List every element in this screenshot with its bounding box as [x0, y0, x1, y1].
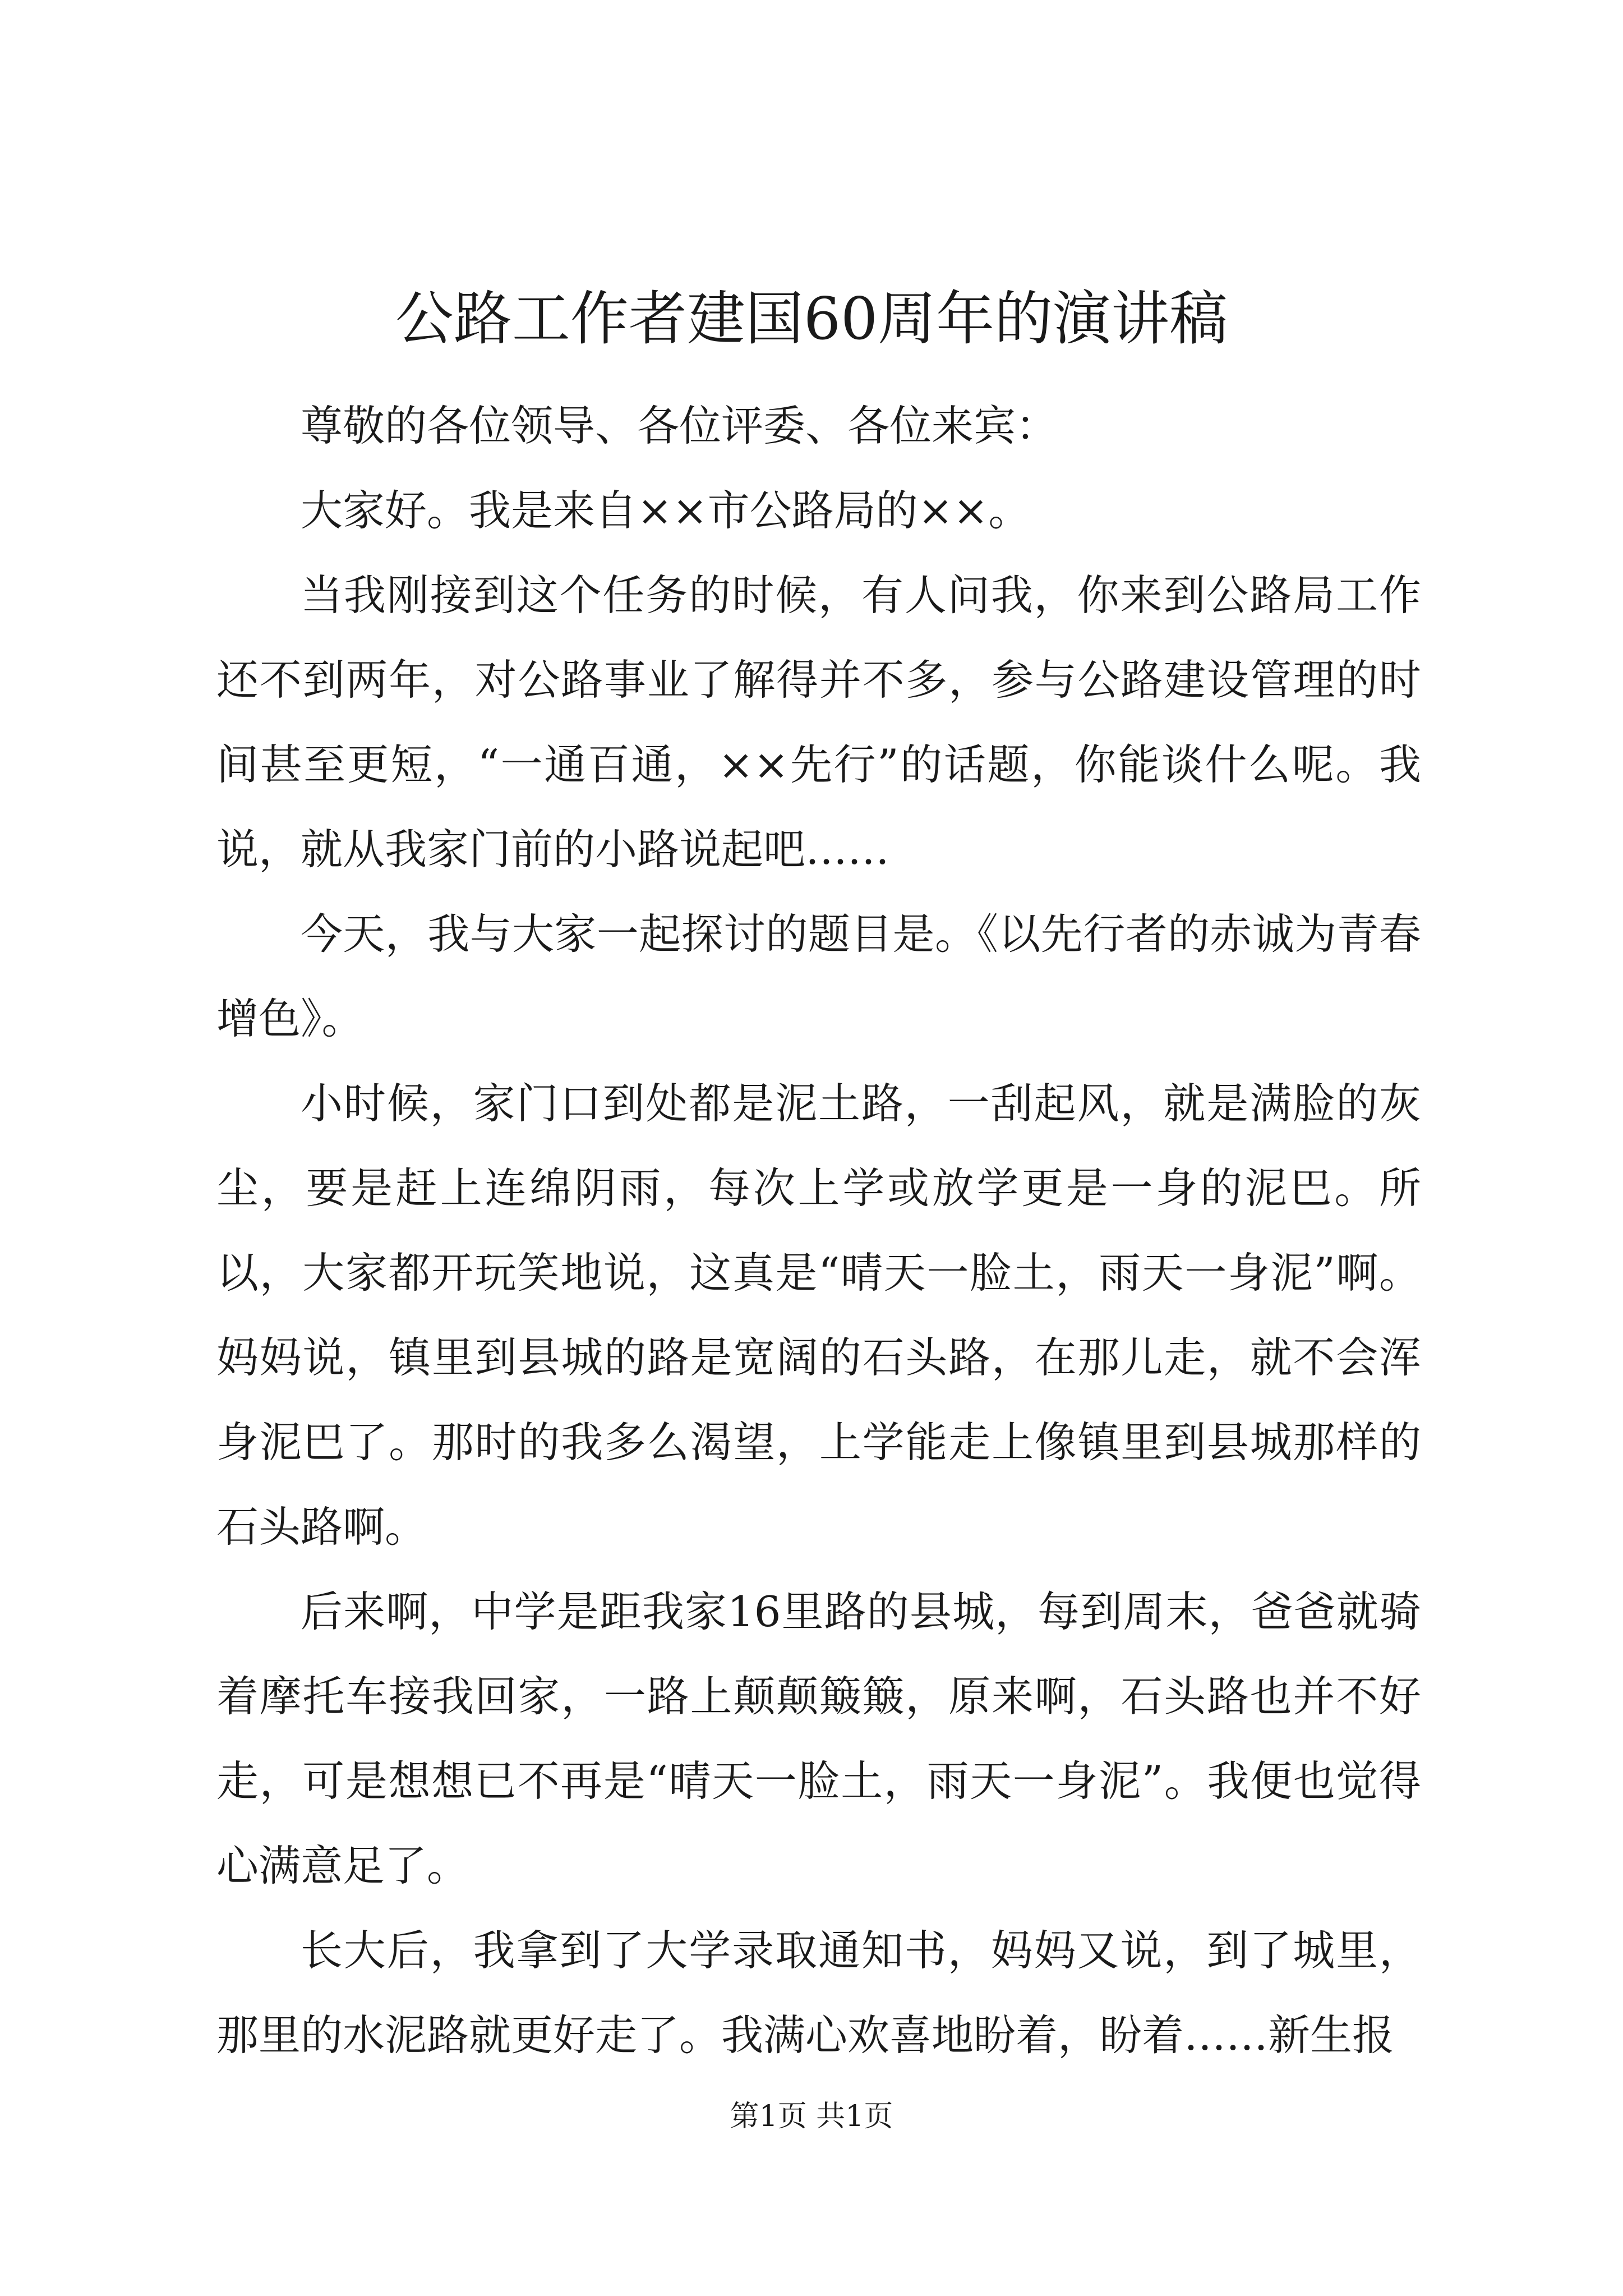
paragraph: 当我刚接到这个任务的时候，有人问我，你来到公路局工作还不到两年，对公路事业了解得并不多，参与公路建设管理的时间甚至更短，“一通百通，××先行”的话题，你能谈什么呢。我说，就从我家门前的小路说起吧…… — [216, 570, 1421, 874]
paragraph: 小时候，家门口到处都是泥土路，一刮起风，就是满脸的灰尘，要是赶上连绵阴雨，每次上学或放学更是一身的泥巴。所以，大家都开玩笑地说，这真是“晴天一脸土，雨天一身泥”啊。妈妈说，镇里到县城的路是宽阔的石头路，在那儿走，就不会浑身泥巴了。那时的我多么渴望，上学能走上像镇里到县城那样的石头路啊。 — [216, 1079, 1421, 1552]
paragraph-greeting: 大家好。我是来自××市公路局的××。 — [301, 486, 1031, 535]
paragraph-salutation: 尊敬的各位领导、各位评委、各位来宾： — [301, 401, 1058, 450]
paragraph: 长大后，我拿到了大学录取通知书，妈妈又说，到了城里，那里的水泥路就更好走了。我满心欢喜地盼着，盼着……新生报 — [216, 1926, 1421, 2060]
document-title: 公路工作者建国60周年的演讲稿 — [395, 284, 1228, 353]
document-body — [216, 384, 1421, 2078]
paragraph: 后来啊，中学是距我家16里路的县城，每到周末，爸爸就骑着摩托车接我回家，一路上颠颠簸簸，原来啊，石头路也并不好走，可是想想已不再是“晴天一脸土，雨天一身泥”。我便也觉得心满意足了。 — [216, 1587, 1421, 1890]
page-footer: 第1页 共1页 — [730, 2100, 893, 2133]
paragraph: 今天，我与大家一起探讨的题目是。《以先行者的赤诚为青春增色》。 — [216, 909, 1421, 1043]
